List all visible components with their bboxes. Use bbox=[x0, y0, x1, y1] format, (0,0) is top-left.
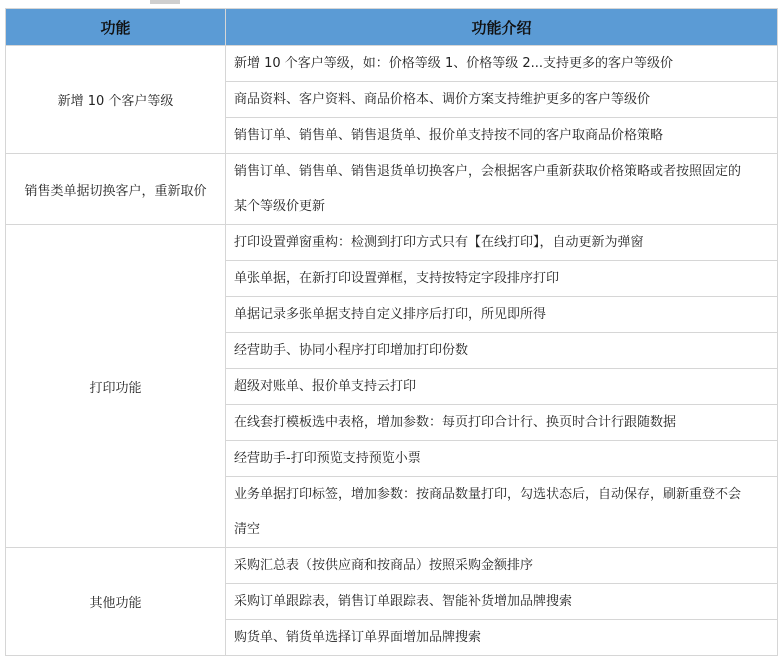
header-row bbox=[6, 9, 778, 46]
table-row bbox=[6, 548, 778, 584]
description-cell: 打印设置弹窗重构：检测到打印方式只有【在线打印】，自动更新为弹窗 bbox=[226, 225, 778, 261]
header-feature: 功能 bbox=[6, 9, 226, 46]
feature-cell: 新增 10 个客户等级 bbox=[6, 46, 226, 154]
description-cell: 单据记录多张单据支持自定义排序后打印，所见即所得 bbox=[226, 297, 778, 333]
description-cell: 超级对账单、报价单支持云打印 bbox=[226, 369, 778, 405]
feature-cell: 打印功能 bbox=[6, 225, 226, 548]
description-cell: 新增 10 个客户等级，如：价格等级 1、价格等级 2...支持更多的客户等级价 bbox=[226, 46, 778, 82]
description-cell: 单张单据，在新打印设置弹框，支持按特定字段排序打印 bbox=[226, 261, 778, 297]
description-cell: 经营助手-打印预览支持预览小票 bbox=[226, 441, 778, 477]
description-cell: 采购订单跟踪表，销售订单跟踪表、智能补货增加品牌搜索 bbox=[226, 584, 778, 620]
description-cell bbox=[226, 477, 778, 548]
description-cell: 在线套打模板选中表格，增加参数：每页打印合计行、换页时合计行跟随数据 bbox=[226, 405, 778, 441]
description-text: 业务单据打印标签，增加参数：按商品数量打印，勾选状态后，自动保存，刷新重登不会 清空 bbox=[234, 487, 742, 537]
table-row bbox=[6, 154, 778, 225]
cropped-text-fragment bbox=[150, 0, 180, 4]
table-row bbox=[6, 46, 778, 82]
description-cell bbox=[226, 154, 778, 225]
table-row bbox=[6, 225, 778, 261]
feature-cell: 其他功能 bbox=[6, 548, 226, 656]
description-cell: 购货单、销货单选择订单界面增加品牌搜索 bbox=[226, 620, 778, 656]
description-cell: 采购汇总表（按供应商和按商品）按照采购金额排序 bbox=[226, 548, 778, 584]
description-cell: 商品资料、客户资料、商品价格本、调价方案支持维护更多的客户等级价 bbox=[226, 82, 778, 118]
description-cell: 经营助手、协同小程序打印增加打印份数 bbox=[226, 333, 778, 369]
header-description: 功能介绍 bbox=[226, 9, 778, 46]
description-cell: 销售订单、销售单、销售退货单、报价单支持按不同的客户取商品价格策略 bbox=[226, 118, 778, 154]
feature-cell: 销售类单据切换客户，重新取价 bbox=[6, 154, 226, 225]
description-text: 销售订单、销售单、销售退货单切换客户，会根据客户重新获取价格策略或者按照固定的 某个等级价更新 bbox=[234, 164, 742, 214]
top-strip bbox=[0, 0, 780, 8]
feature-table bbox=[5, 8, 778, 656]
